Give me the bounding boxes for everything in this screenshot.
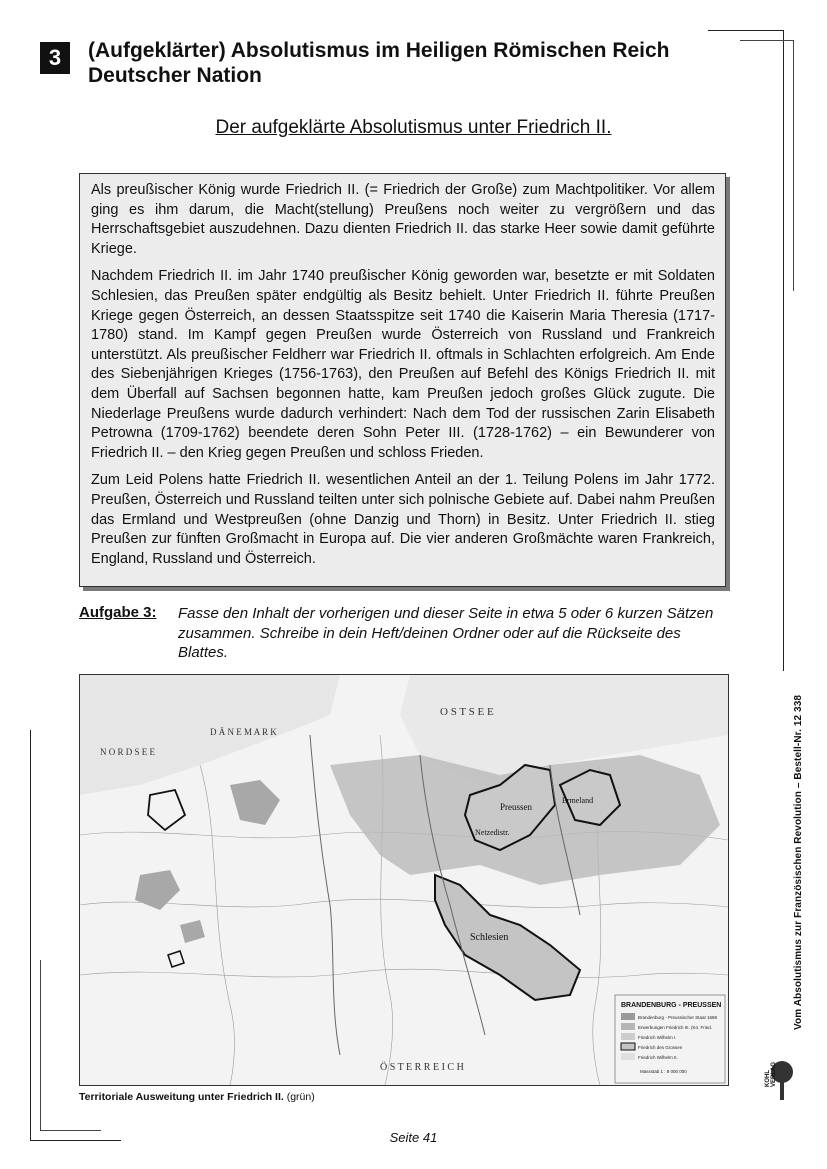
task-label-colon: : bbox=[151, 604, 157, 621]
legend-item-1: Brandenburg - Preussischer Staat 1688 bbox=[638, 1015, 718, 1020]
acquisition-small bbox=[168, 951, 184, 967]
legend-item-2: Erwerbungen Friedrich III. (Kö. Fried. bbox=[638, 1025, 713, 1030]
historical-map bbox=[79, 674, 729, 1086]
acquisition-ostfriesland bbox=[148, 790, 185, 830]
map-caption bbox=[79, 1091, 315, 1103]
map-label-ermeland: Ermeland bbox=[562, 796, 594, 805]
map-label-oesterreich: Ö S T E R R E I C H bbox=[380, 1062, 464, 1073]
info-text-box bbox=[79, 173, 726, 587]
page-title bbox=[88, 38, 728, 88]
map-drawing bbox=[80, 675, 728, 1085]
map-label-nordsee: N O R D S E E bbox=[100, 747, 156, 757]
page-title-line1: (Aufgeklärter) Absolutismus im Heiligen Römischen Reich bbox=[88, 39, 670, 62]
section-subtitle: Der aufgeklärte Absolutismus unter Friedrich II. bbox=[215, 117, 612, 138]
map-caption-suffix: (grün) bbox=[283, 1091, 315, 1103]
legend-item-4: Friedrich des Grossen bbox=[638, 1045, 683, 1050]
map-label-ostsee: O S T S E E bbox=[440, 706, 494, 718]
page-title-line2: Deutscher Nation bbox=[88, 64, 262, 87]
legend-item-5: Friedrich Wilhelm II. bbox=[638, 1055, 678, 1060]
task-label-text: Aufgabe 3 bbox=[79, 604, 152, 621]
map-label-preussen: Preussen bbox=[500, 802, 532, 812]
chapter-number-badge: 3 bbox=[40, 42, 70, 74]
map-legend bbox=[615, 995, 725, 1083]
legend-scale: Massstab 1 : 8 000 000 bbox=[640, 1069, 687, 1074]
page-number: Seite 41 bbox=[389, 1130, 438, 1145]
paragraph-3: Zum Leid Polens hatte Friedrich II. wesentlichen Anteil an der 1. Teilung Polens im Jahr 1772. Preußen, Österreich und Russland teilten unter sich polnische Gebiete auf. Dabei nahm Preußen das Ermland und Westpreußen (ohne Danzig und Thorn) in Besitz. Unter Friedrich II. stieg Preußen zur fünften Großmacht in Europa auf. Die vier anderen Großmächte waren Frankreich, England, Russland und Österreich. bbox=[91, 472, 715, 567]
side-publication-info: Vom Absolutismus zur Französischen Revolution – Bestell-Nr. 12 338 bbox=[793, 694, 804, 1030]
map-caption-bold: Territoriale Ausweitung unter Friedrich II. bbox=[79, 1091, 284, 1103]
map-label-schlesien: Schlesien bbox=[470, 932, 509, 943]
map-label-netzedistrikt: Netzedistr. bbox=[475, 828, 510, 837]
publisher-logo-text: KOHL VERLAG bbox=[765, 1061, 777, 1087]
task-instructions: Fasse den Inhalt der vorherigen und dieser Seite in etwa 5 oder 6 kurzen Sätzen zusammen. Schreibe in dein Heft/deinen Ordner oder auf die Rückseite des Blattes. bbox=[178, 605, 714, 661]
legend-item-3: Friedrich Wilhelm I. bbox=[638, 1035, 677, 1040]
legend-title: BRANDENBURG - PREUSSEN bbox=[621, 1002, 722, 1009]
map-label-daenemark: D Ä N E M A R K bbox=[210, 727, 277, 737]
territory-west-1 bbox=[230, 780, 280, 825]
paragraph-2: Nachdem Friedrich II. im Jahr 1740 preußischer König geworden war, besetzte er mit Soldaten Schlesien, das Preußen später endgültig als Besitz behielt. Unter Friedrich II. führte Preußen Kriege gegen Österreich, an dessen Staatsspitze seit 1740 die Kaiserin Maria Theresia (1717-1780) stand. Im Kampf gegen Preußen wurde Österreich von Russland und Frankreich unterstützt. Als preußischer Feldherr war Friedrich II. oftmals in Schlachten erfolgreich. Am Ende des Siebenjährigen Krieges (1756-1763), den Preußen auf Befehl des Königs Friedrich II. mit dem Überfall auf Sachsen begonnen hatte, kam Preußen jedoch großes Glück zugute. Die Niederlage Preußens wurde dadurch verhindert: Nach dem Tod der russischen Zarin Elisabeth Petrowna (1709-1762) beendete deren Sohn Peter III. (1728-1762) – ein Bewunderer von Friedrich II. – den Krieg gegen Preußen und schloss Frieden. bbox=[91, 268, 715, 461]
territory-west-3 bbox=[180, 920, 205, 943]
paragraph-1: Als preußischer König wurde Friedrich II. (= Friedrich der Große) zum Machtpolitiker. Vor allem ging es ihm darum, die Macht(stellung) Preußens noch weiter zu vergrößern und das Herrschaftsgebiet auszudehnen. Dazu dienten Friedrich II. das starke Heer sowie damit geführte Kriege. bbox=[91, 182, 715, 257]
task-label bbox=[79, 604, 157, 621]
decorative-frame-top-right-inner bbox=[740, 40, 794, 291]
